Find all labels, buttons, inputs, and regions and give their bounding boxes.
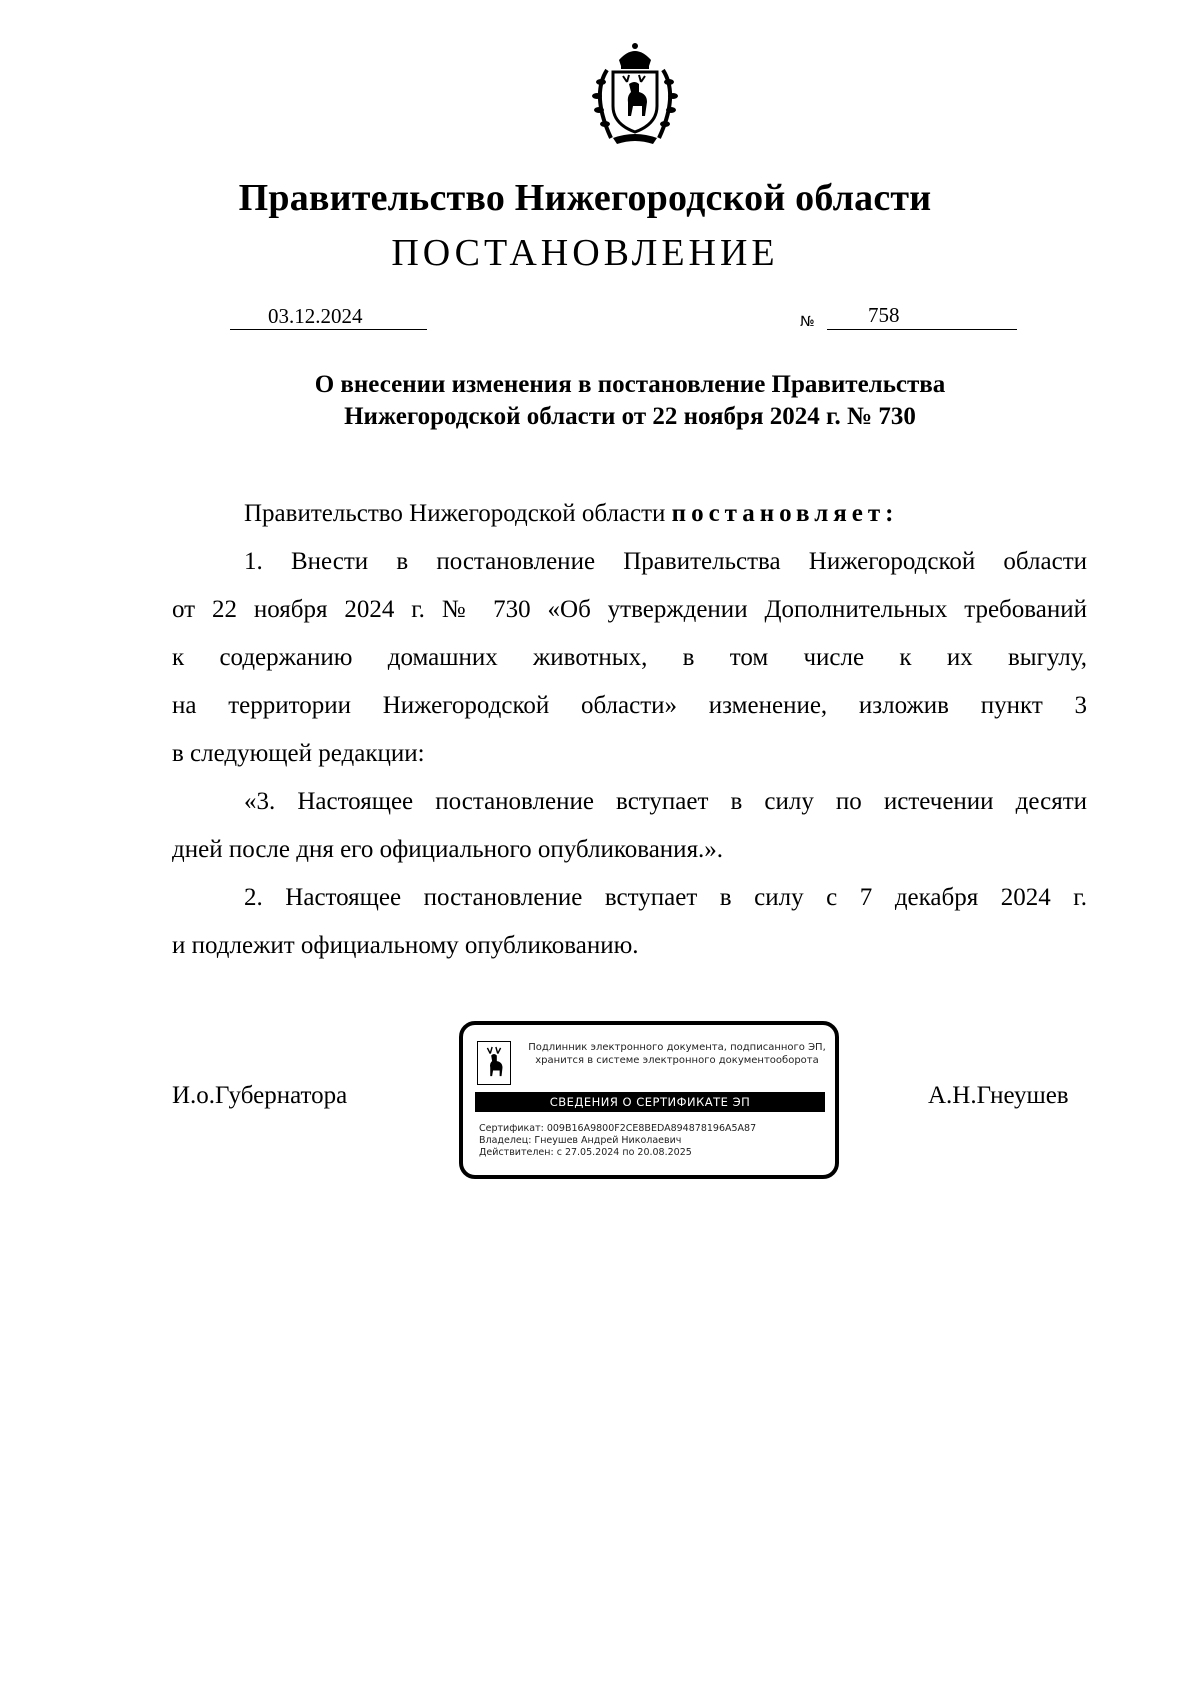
body-line: «3. Настоящее постановление вступает в силу по истечении десяти (244, 788, 1087, 815)
number-sign: № (800, 314, 815, 330)
stamp-header (517, 1041, 837, 1067)
signer-position: И.о.Губернатора (172, 1082, 348, 1109)
body-line: к содержанию домашних животных, в том числе к их выгулу, (172, 644, 1087, 671)
body-line: в следующей редакции: (172, 740, 425, 767)
stamp-header-line: Подлинник электронного документа, подписанного ЭП, (528, 1042, 826, 1053)
number-underline (827, 303, 1017, 330)
stamp-header-line: хранится в системе электронного документооборота (535, 1055, 819, 1066)
organization-title: Правительство Нижегородской области (238, 177, 932, 219)
certificate-serial: Сертификат: 009B16A9800F2CE8BEDA894878196A5A87 (479, 1123, 757, 1134)
certificate-info-bar: СВЕДЕНИЯ О СЕРТИФИКАТЕ ЭП (475, 1092, 825, 1112)
signer-name: А.Н.Гнеушев (928, 1082, 1069, 1109)
document-number: 758 (868, 303, 900, 327)
certificate-validity: Действителен: с 27.05.2024 по 20.08.2025 (479, 1147, 692, 1158)
certificate-owner: Владелец: Гнеушев Андрей Николаевич (479, 1135, 682, 1146)
body-line: 1. Внести в постановление Правительства Нижегородской области (244, 548, 1087, 575)
body-line: от 22 ноября 2024 г. № 730 «Об утверждении Дополнительных требований (172, 596, 1087, 623)
document-date: 03.12.2024 (268, 304, 363, 328)
body-line: 2. Настоящее постановление вступает в силу с 7 декабря 2024 г. (244, 884, 1087, 911)
deer-logo-icon (477, 1041, 511, 1085)
document-subject (0, 369, 1200, 433)
document-body (172, 490, 1087, 970)
subject-line: Нижегородской области от 22 ноября 2024 г. № 730 (344, 403, 916, 430)
document-type-title: ПОСТАНОВЛЕНИЕ (391, 232, 779, 274)
preamble-text: Правительство Нижегородской области (244, 500, 672, 527)
preamble-paragraph (172, 490, 1087, 538)
e-signature-stamp (459, 1021, 839, 1179)
coat-of-arms-emblem (583, 40, 687, 146)
subject-line: О внесении изменения в постановление Правительства (314, 371, 946, 398)
body-line: на территории Нижегородской области» изменение, изложив пункт 3 (172, 692, 1087, 719)
certificate-details (479, 1123, 756, 1159)
body-line: дней после дня его официального опубликования.». (172, 836, 724, 863)
body-line: и подлежит официальному опубликованию. (172, 932, 639, 959)
preamble-verb: постановляет: (671, 500, 899, 527)
